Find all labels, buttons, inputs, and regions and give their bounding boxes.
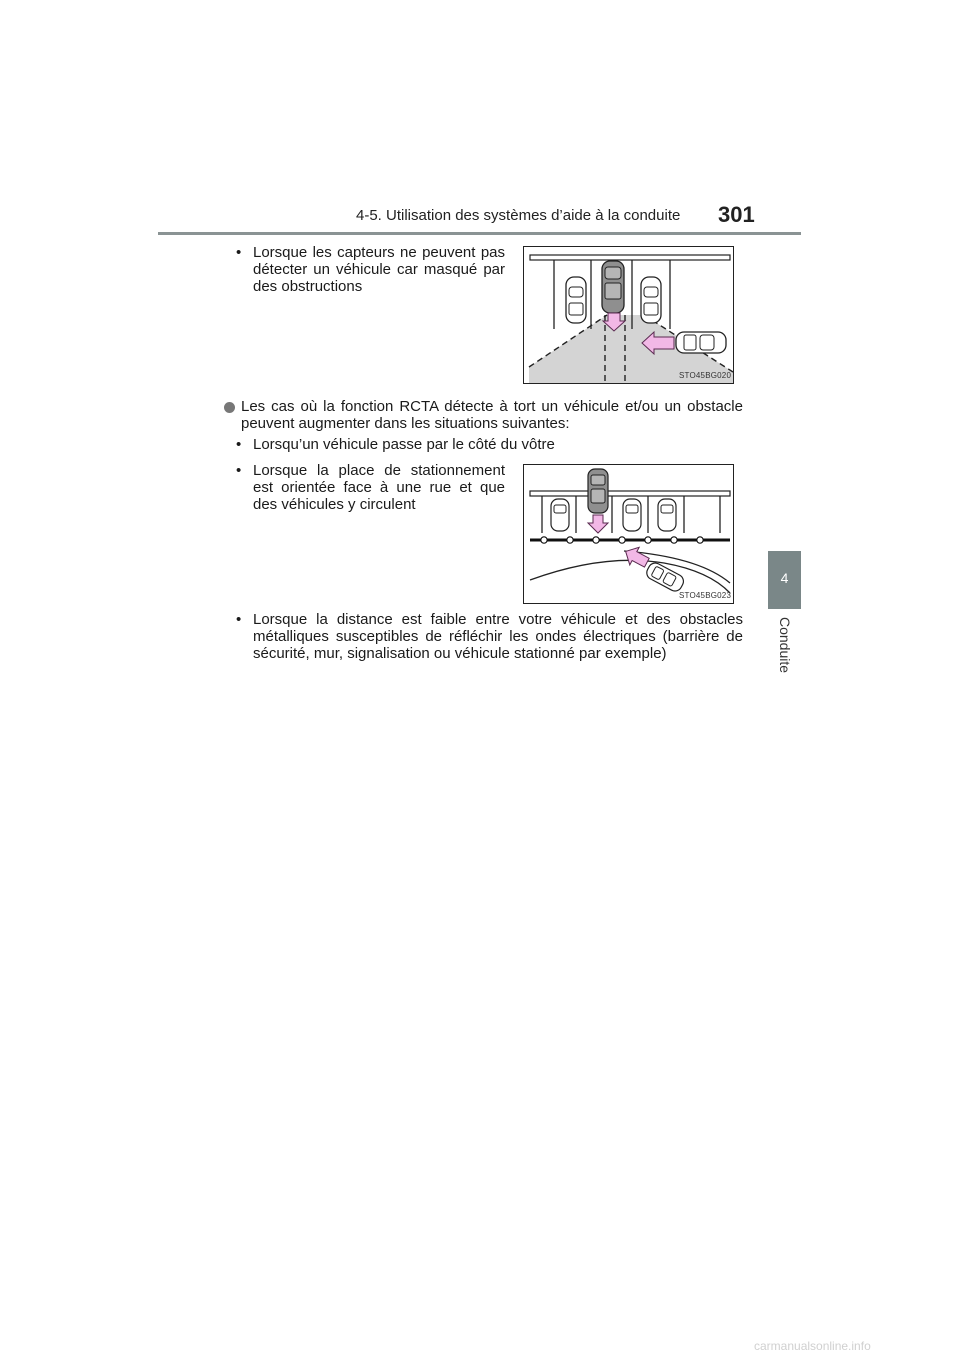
bullet-marker: • [236,462,242,479]
parked-car-icon [551,499,569,531]
section-title: 4-5. Utilisation des systèmes d’aide à la conduite [356,207,681,224]
own-car-icon [588,469,608,513]
header-divider [158,232,801,235]
bullet-marker: • [236,244,242,261]
site-watermark: carmanualsonline.info [754,1339,871,1353]
page-number: 301 [718,202,755,227]
section-bullet-icon [224,402,235,413]
chapter-tab-number: 4 [780,570,789,586]
approaching-car-icon [676,332,726,353]
item-obstruction-text: Lorsque les capteurs ne peuvent pas détecter un véhicule car masqué par des obstructions [253,244,505,295]
figure-code: STO45BG023 [679,591,732,600]
chapter-tab-label: Conduite [777,616,793,674]
item-street-facing-text: Lorsque la place de stationnement est orientée face à une rue et que des véhicules y circulent [253,462,505,513]
bullet-marker: • [236,611,242,628]
street-facing-illustration [524,465,733,603]
parking-obstruction-illustration [524,247,733,383]
parked-car-icon [658,499,676,531]
parked-car-icon [641,277,661,323]
item-metal-obstacles-text: Lorsque la distance est faible entre votre véhicule et des obstacles métalliques susceptibles de réfléchir les ondes électriques (barrière de sécurité, mur, signalisation ou véhicule stationné par exemple) [253,611,743,662]
figure-obstruction [523,246,734,384]
parked-car-icon [623,499,641,531]
false-detection-intro: Les cas où la fonction RCTA détecte à tort un véhicule et/ou un obstacle peuvent augmenter dans les situations suivantes: [241,398,743,432]
figure-code: STO45BG020 [679,371,732,380]
approaching-car-icon [644,561,686,594]
item-passing-vehicle-text: Lorsqu’un véhicule passe par le côté du vôtre [253,436,555,453]
parked-car-icon [566,277,586,323]
figure-street-facing [523,464,734,604]
own-car-icon [602,261,624,313]
bullet-marker: • [236,436,242,453]
